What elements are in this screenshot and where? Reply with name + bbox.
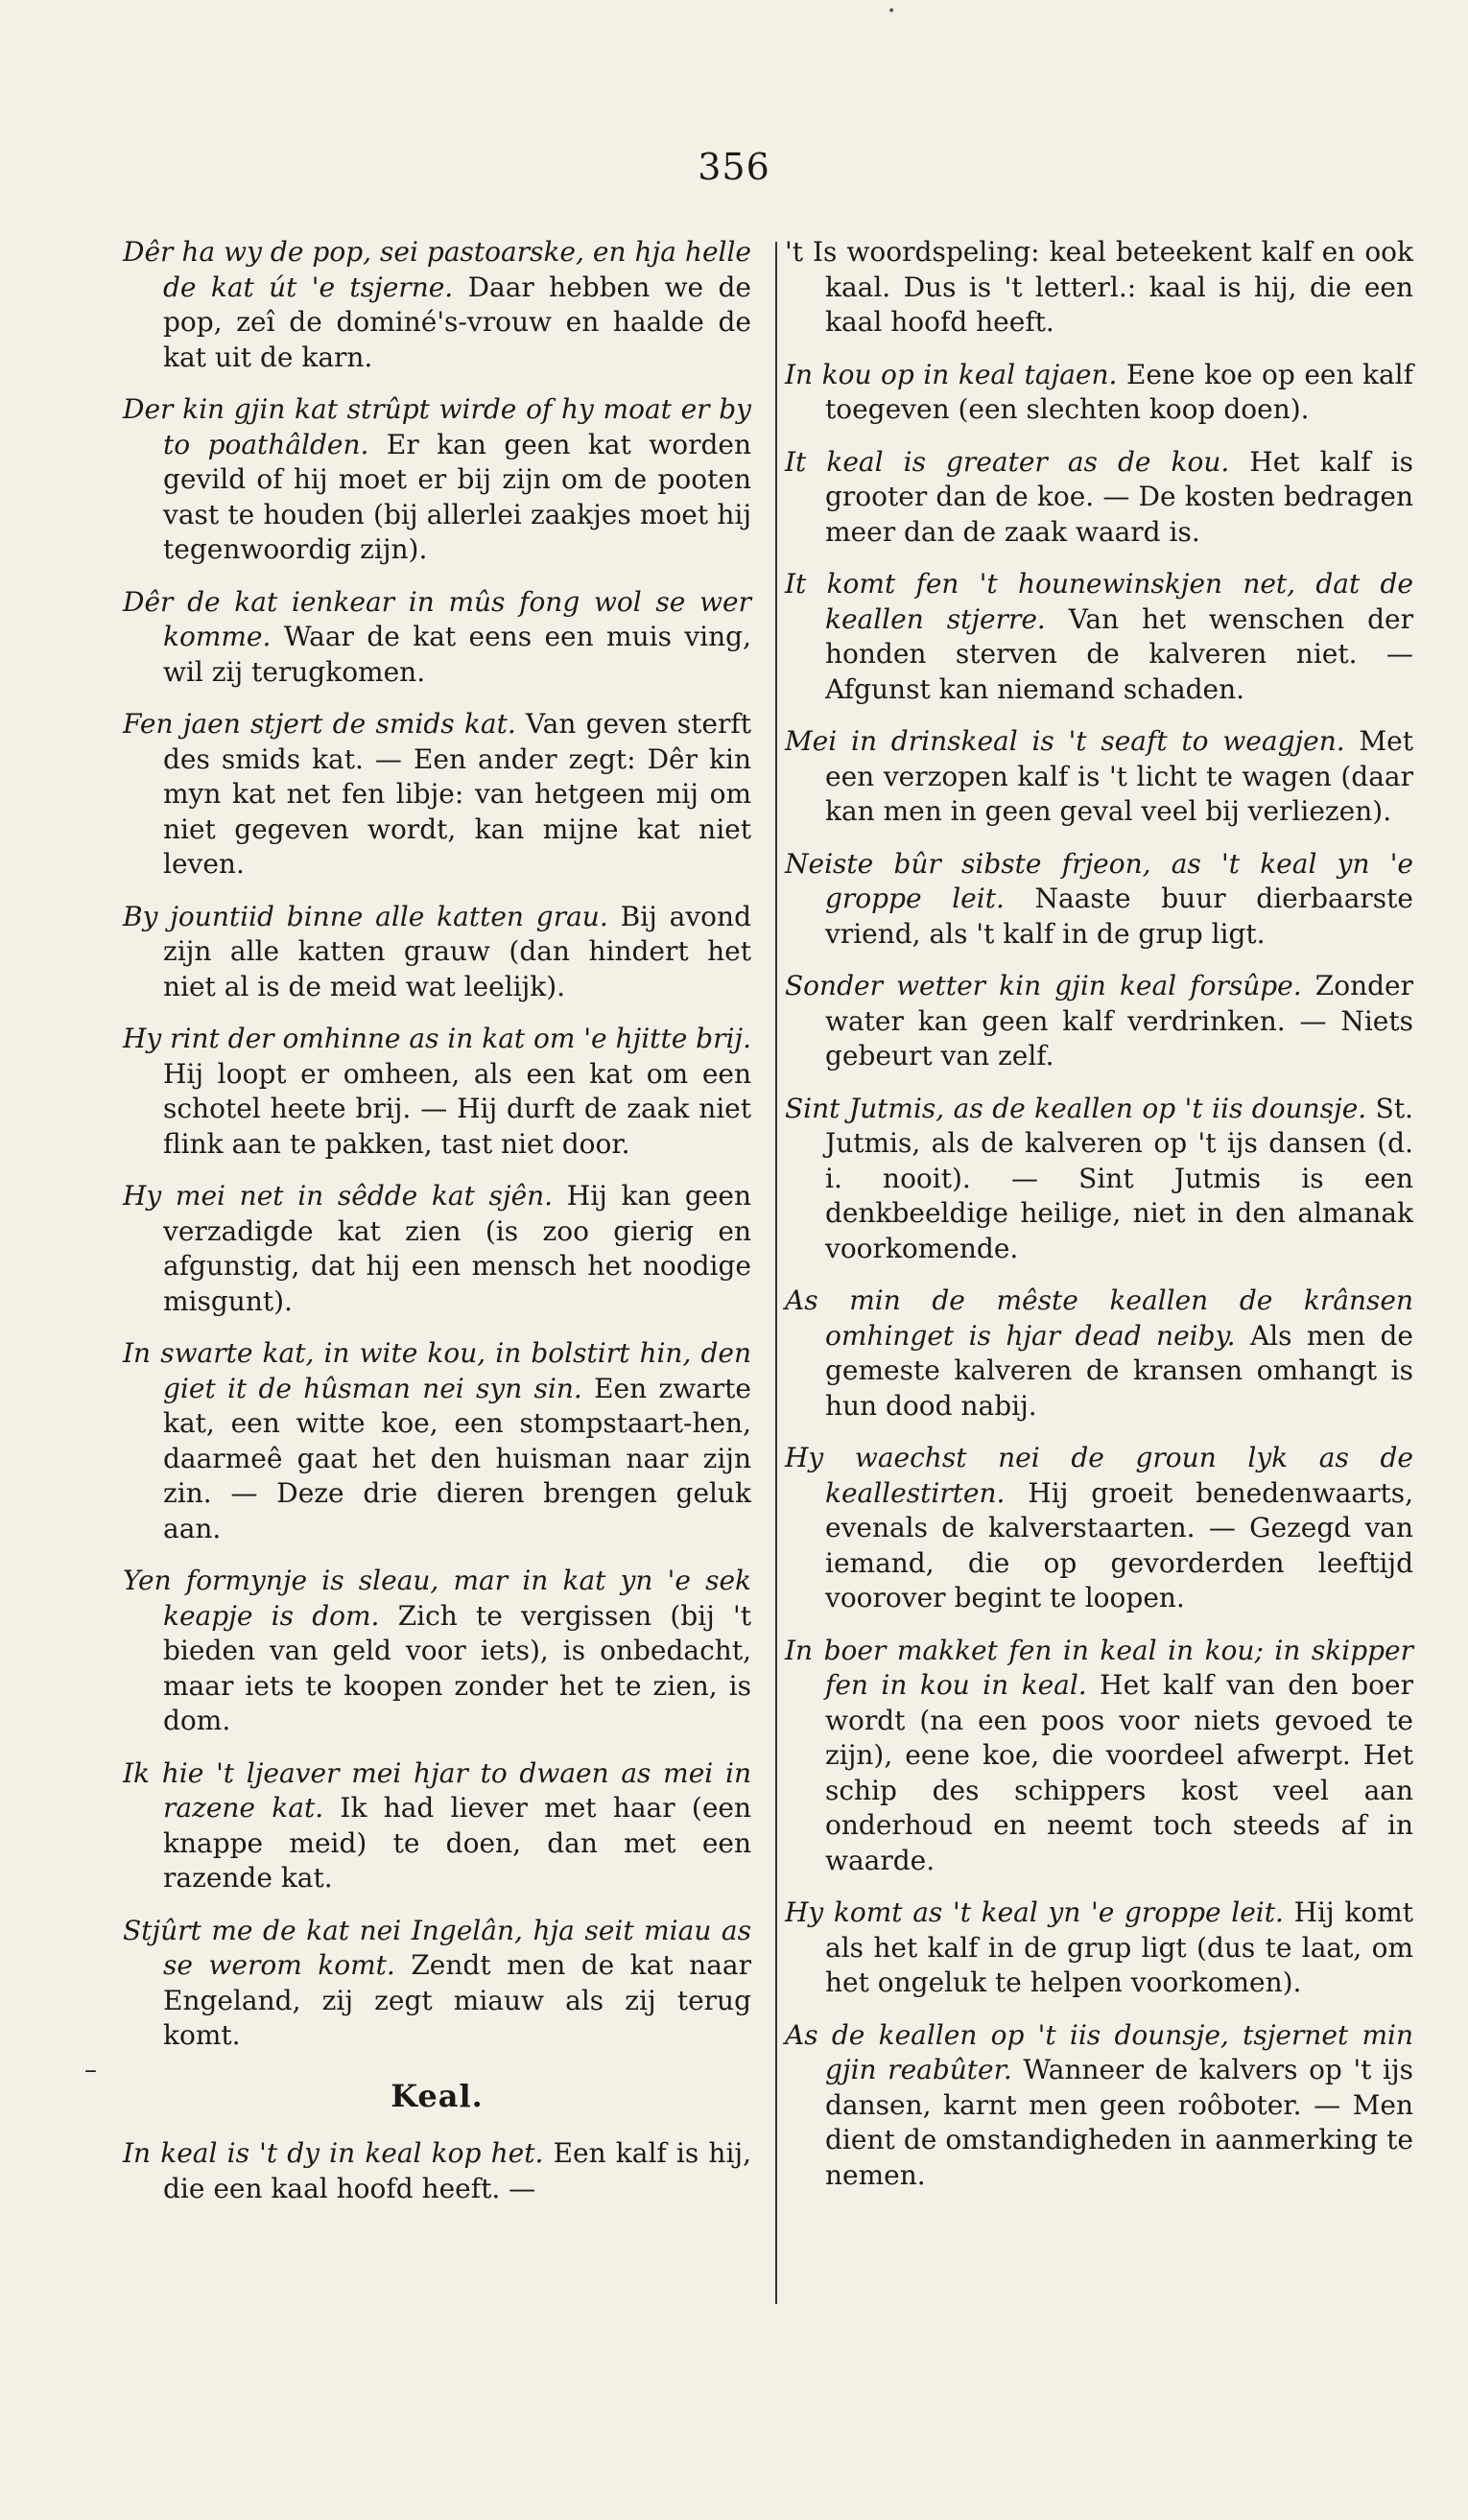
proverb-translation-text: Hij groeit benedenwaarts, evenals de kalverstaarten. — Gezegd van iemand, die op gevorderden leeftijd voorover begint te loopen. bbox=[825, 1476, 1413, 1613]
proverb-translation-text: Eene koe op een kalf toegeven (een slechten koop doen). bbox=[825, 358, 1414, 425]
proverb-entry bbox=[785, 1284, 1413, 1424]
proverb-translation-text: Daar hebben we de pop, zeî de dominé's-vrouw en haalde de kat uit de karn. bbox=[163, 271, 751, 373]
proverb-translation-text: Als men de gemeste kalveren de kransen omhangt is hun dood nabij. bbox=[825, 1319, 1413, 1422]
right-column bbox=[785, 235, 1413, 2210]
proverb-frisian-text: Sint Jutmis, as de keallen op 't iis dounsje. bbox=[785, 1092, 1367, 1124]
left-column bbox=[123, 235, 751, 2224]
proverb-translation-text: Zonder water kan geen kalf verdrinken. — Niets gebeurt van zelf. bbox=[825, 970, 1413, 1072]
proverb-entry bbox=[785, 1092, 1413, 1267]
proverb-translation-text: Zendt men de kat naar Engeland, zij zegt miauw als zij terug komt. bbox=[163, 1949, 751, 2051]
proverb-translation-text: Hij kan geen verzadigde kat zien (is zoo gierig en afgunstig, dat hij een mensch het noodige misgunt). bbox=[163, 1180, 751, 1317]
proverb-entry bbox=[123, 392, 751, 568]
proverb-translation-text: Een kalf is hij, die een kaal hoofd heeft. — bbox=[163, 2137, 751, 2204]
proverb-frisian-text: Fen jaen stjert de smids kat. bbox=[123, 708, 516, 740]
proverb-translation-text: Zich te vergissen (bij 't bieden van geld voor iets), is onbedacht, maar iets te koopen zonder het te zien, is dom. bbox=[163, 1599, 752, 1736]
proverb-entry bbox=[123, 1022, 751, 1162]
proverb-entry bbox=[123, 1564, 751, 1739]
section-heading-keal: Keal. bbox=[391, 2077, 484, 2114]
proverb-frisian-text: In kou op in keal tajaen. bbox=[785, 358, 1118, 390]
proverb-frisian-text: Hy waechst nei de groun lyk as de keallestirten. bbox=[785, 1442, 1413, 1509]
proverb-entry bbox=[785, 1896, 1413, 2001]
proverb-entry bbox=[123, 900, 751, 1005]
proverb-frisian-text: As de keallen op 't iis dounsje, tsjernet min gjin reabûter. bbox=[785, 2018, 1413, 2085]
proverb-translation-text: St. Jutmis, als de kalveren op 't ijs dansen (d. i. nooit). — Sint Jutmis is een denkbeeldige heilige, niet in den almanak voorkomende. bbox=[825, 1092, 1414, 1264]
proverb-entry bbox=[785, 847, 1413, 953]
proverb-frisian-text: Mei in drinskeal is 't seaft to weagjen. bbox=[785, 725, 1345, 757]
proverb-frisian-text: Dêr ha wy de pop, sei pastoarske, en hja helle de kat út 'e tsjerne. bbox=[123, 236, 751, 303]
proverb-entry bbox=[785, 724, 1413, 830]
proverb-frisian-text: Hy mei net in sêdde kat sjên. bbox=[123, 1180, 554, 1212]
proverb-entry bbox=[123, 2136, 751, 2206]
proverb-frisian-text: Ik hie 't ljeaver mei hjar to dwaen as mei in razene kat. bbox=[123, 1756, 751, 1824]
proverb-entry bbox=[123, 1756, 751, 1896]
proverb-translation-text: Naaste buur dierbaarste vriend, als 't kalf in de grup ligt. bbox=[825, 883, 1413, 950]
page-number: 356 bbox=[698, 146, 770, 188]
proverb-entry bbox=[123, 1336, 751, 1546]
proverb-translation-text: Waar de kat eens een muis ving, wil zij terugkomen. bbox=[163, 621, 751, 688]
top-speck-mark: • bbox=[888, 4, 896, 19]
proverb-frisian-text: In boer makket fen in keal in kou; in skipper fen in kou in keal. bbox=[785, 1634, 1413, 1701]
proverb-frisian-text: In keal is 't dy in keal kop het. bbox=[123, 2137, 544, 2169]
proverb-translation-text: Bij avond zijn alle katten grauw (dan hindert het niet al is de meid wat leelijk). bbox=[163, 900, 751, 1002]
proverb-entry bbox=[785, 358, 1413, 428]
proverb-frisian-text: It komt fen 't hounewinskjen net, dat de keallen stjerre. bbox=[785, 568, 1413, 635]
proverb-entry bbox=[785, 969, 1413, 1074]
proverb-entry bbox=[785, 445, 1413, 551]
proverb-translation-text: Wanneer de kalvers op 't ijs dansen, karnt men geen roôboter. — Men dient de omstandigheden in aanmerking te nemen. bbox=[825, 2054, 1413, 2191]
proverb-entry bbox=[785, 235, 1413, 341]
proverb-frisian-text: Hy rint der omhinne as in kat om 'e hjitte brij. bbox=[123, 1023, 752, 1054]
proverb-translation-text: 't Is woordspeling: keal beteekent kalf en ook kaal. Dus is 't letterl.: kaal is hij, die een kaal hoofd heeft. bbox=[785, 236, 1413, 338]
proverb-frisian-text: By jountiid binne alle katten grau. bbox=[123, 900, 608, 932]
proverb-entry bbox=[123, 585, 751, 691]
proverb-entry bbox=[785, 2018, 1413, 2194]
proverb-entry bbox=[785, 567, 1413, 707]
proverb-entry bbox=[123, 707, 751, 883]
proverb-translation-text: Ik had liever met haar (een knappe meid) te doen, dan met een razende kat. bbox=[163, 1792, 751, 1894]
proverb-entry bbox=[785, 1441, 1413, 1616]
proverb-translation-text: Het kalf van den boer wordt (na een poos voor niets gevoed te zijn), eene koe, die voordeel afwerpt. Het schip des schippers kost veel aan onderhoud en neemt toch steeds af in waarde. bbox=[825, 1669, 1413, 1876]
margin-mark: – bbox=[84, 2056, 97, 2084]
proverb-frisian-text: Stjûrt me de kat nei Ingelân, hja seit miau as se werom komt. bbox=[123, 1914, 751, 1981]
proverb-entry bbox=[785, 1634, 1413, 1879]
proverb-frisian-text: Sonder wetter kin gjin keal forsûpe. bbox=[785, 970, 1302, 1001]
proverb-entry bbox=[123, 1179, 751, 1319]
proverb-entry bbox=[123, 235, 751, 375]
proverb-translation-text: Hij komt als het kalf in de grup ligt (dus te laat, om het ongeluk te helpen voorkomen). bbox=[825, 1896, 1413, 1998]
proverb-frisian-text: In swarte kat, in wite kou, in bolstirt hin, den giet it de hûsman nei syn sin. bbox=[123, 1337, 751, 1404]
proverb-translation-text: Van geven sterft des smids kat. — Een ander zegt: Dêr kin myn kat net fen libje: van hetgeen mij om niet gegeven wordt, kan mijne kat niet leven. bbox=[163, 708, 751, 880]
proverb-frisian-text: It keal is greater as de kou. bbox=[785, 445, 1230, 478]
proverb-translation-text: Het kalf is grooter dan de koe. — De kosten bedragen meer dan de zaak waard is. bbox=[825, 445, 1414, 548]
proverb-frisian-text: As min de mêste keallen de krânsen omhinget is hjar dead neiby. bbox=[785, 1284, 1413, 1352]
proverb-translation-text: Hij loopt er omheen, als een kat om een schotel heete brij. — Hij durft de zaak niet flink aan te pakken, tast niet door. bbox=[163, 1057, 751, 1160]
proverb-frisian-text: Neiste bûr sibste frjeon, as 't keal yn 'e groppe leit. bbox=[785, 847, 1413, 914]
proverb-translation-text: Met een verzopen kalf is 't licht te wagen (daar kan men in geen geval veel bij verliezen). bbox=[825, 725, 1413, 827]
proverb-frisian-text: Yen formynje is sleau, mar in kat yn 'e sek keapje is dom. bbox=[123, 1565, 751, 1632]
proverb-translation-text: Er kan geen kat worden gevild of hij moet er bij zijn om de pooten vast te houden (bij allerlei zaakjes moet hij tegenwoordig zijn). bbox=[163, 428, 751, 565]
proverb-frisian-text: Der kin gjin kat strûpt wirde of hy moat er by to poathâlden. bbox=[123, 393, 751, 460]
column-divider bbox=[775, 242, 777, 2304]
proverb-translation-text: Een zwarte kat, een witte koe, een stompstaart-hen, daarmeê gaat het den huisman naar zijn zin. — Deze drie dieren brengen geluk aan. bbox=[163, 1372, 751, 1544]
proverb-frisian-text: Dêr de kat ienkear in mûs fong wol se wer komme. bbox=[123, 585, 751, 652]
proverb-entry bbox=[123, 1914, 751, 2054]
proverb-frisian-text: Hy komt as 't keal yn 'e groppe leit. bbox=[785, 1896, 1284, 1928]
proverb-translation-text: Van het wenschen der honden sterven de kalveren niet. — Afgunst kan niemand schaden. bbox=[825, 602, 1413, 705]
